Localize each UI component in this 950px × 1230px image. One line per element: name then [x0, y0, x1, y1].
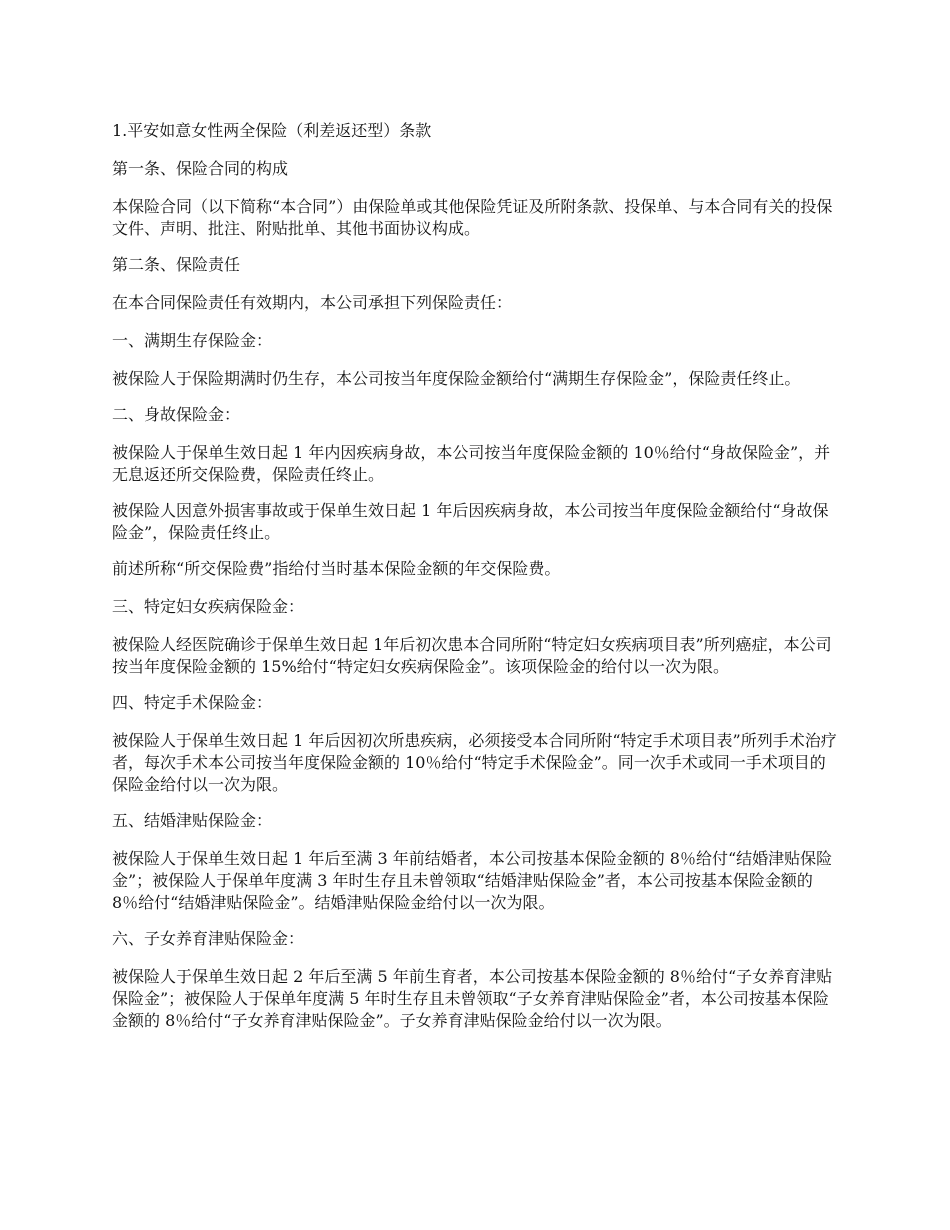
paragraph: 被保险人于保单生效日起 1 年后因初次所患疾病，必须接受本合同所附“特定手术项目表”所列手术治疗者，每次手术本公司按当年度保险金额的 10％给付“特定手术保险金”。同一次手术或同一手术项目的保险金给付以一次为限。: [112, 731, 837, 794]
article-heading: 第一条、保险合同的构成: [112, 159, 289, 178]
paragraph: 前述所称“所交保险费”指给付当时基本保险金额的年交保险费。: [112, 559, 561, 578]
paragraph: 被保险人因意外损害事故或于保单生效日起 1 年后因疾病身故，本公司按当年度保险金额给付“身故保险金”，保险责任终止。: [112, 501, 829, 542]
section-heading: 六、子女养育津贴保险金：: [112, 929, 305, 948]
section-heading: 四、特定手术保险金：: [112, 693, 273, 712]
paragraph: 被保险人于保险期满时仍生存，本公司按当年度保险金额给付“满期生存保险金”，保险责任终止。: [112, 369, 801, 388]
section-heading: 三、特定妇女疾病保险金：: [112, 597, 305, 616]
paragraph: 被保险人于保单生效日起 1 年后至满 3 年前结婚者，本公司按基本保险金额的 8％给付“结婚津贴保险金”；被保险人于保单年度满 3 年时生存且未曾领取“结婚津贴保险金”者，本公司按基本保险金额的 8％给付“结婚津贴保险金”。结婚津贴保险金给付以一次为限。: [112, 849, 833, 912]
section-heading: 一、满期生存保险金：: [112, 331, 273, 350]
section-heading: 二、身故保险金：: [112, 405, 241, 424]
section-heading: 五、结婚津贴保险金：: [112, 811, 273, 830]
paragraph: 在本合同保险责任有效期内，本公司承担下列保险责任：: [112, 293, 513, 312]
paragraph: 被保险人于保单生效日起 1 年内因疾病身故，本公司按当年度保险金额的 10％给付“身故保险金”，并无息返还所交保险费，保险责任终止。: [112, 443, 831, 484]
article-heading: 第二条、保险责任: [112, 255, 241, 274]
paragraph: 被保险人于保单生效日起 2 年后至满 5 年前生育者，本公司按基本保险金额的 8％给付“子女养育津贴保险金”；被保险人于保单年度满 5 年时生存且未曾领取“子女养育津贴保险金”者，本公司按基本保险金额的 8％给付“子女养育津贴保险金”。子女养育津贴保险金给付以一次为限。: [112, 967, 833, 1030]
paragraph: 本保险合同（以下简称“本合同”）由保险单或其他保险凭证及所附条款、投保单、与本合同有关的投保文件、声明、批注、附贴批单、其他书面协议构成。: [112, 197, 833, 238]
document-page: [112, 120, 840, 1046]
paragraph: 被保险人经医院确诊于保单生效日起 1年后初次患本合同所附“特定妇女疾病项目表”所列癌症，本公司按当年度保险金额的 15%给付“特定妇女疾病保险金”。该项保险金的给付以一次为限。: [112, 635, 832, 676]
document-title: 1.平安如意女性两全保险（利差返还型）条款: [112, 121, 432, 140]
